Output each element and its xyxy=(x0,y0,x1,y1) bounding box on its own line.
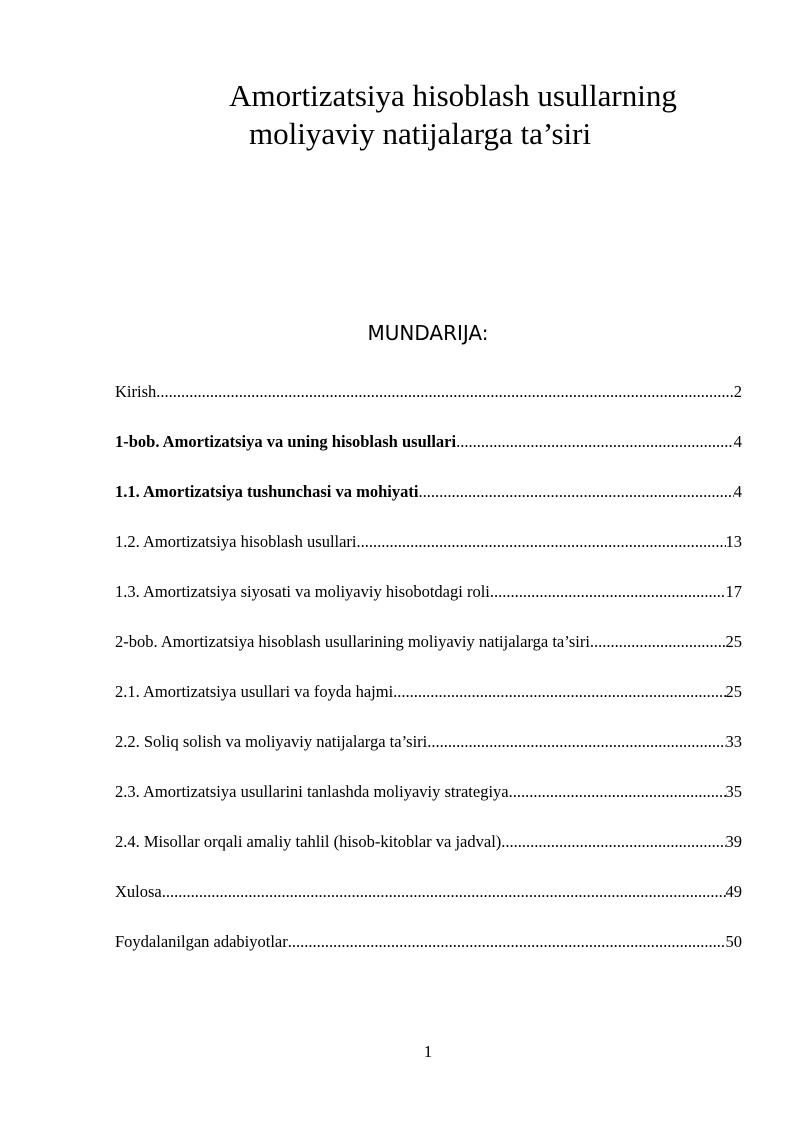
toc-dot-leader xyxy=(162,880,726,904)
toc-dot-leader xyxy=(156,380,734,404)
toc-entry[interactable] xyxy=(115,930,742,980)
toc-entry-label: 2.4. Misollar orqali amaliy tahlil (hisob-kitoblar va jadval) xyxy=(115,832,502,851)
toc-entry[interactable] xyxy=(115,680,742,730)
toc-entry[interactable] xyxy=(115,830,742,880)
document-title-line-1: Amortizatsiya hisoblash usullarning xyxy=(229,78,677,113)
toc-entry[interactable] xyxy=(115,480,742,530)
toc-dot-leader xyxy=(288,930,726,954)
table-of-contents xyxy=(115,380,742,980)
toc-entry[interactable] xyxy=(115,630,742,680)
toc-entry-label: Kirish xyxy=(115,382,157,401)
toc-entry[interactable] xyxy=(115,430,742,480)
toc-heading: MUNDARIJA: xyxy=(367,321,489,345)
toc-dot-leader xyxy=(393,680,725,704)
toc-dot-leader xyxy=(509,780,726,804)
toc-entry[interactable] xyxy=(115,880,742,930)
toc-dot-leader xyxy=(418,480,733,504)
toc-dot-leader xyxy=(501,830,725,854)
toc-entry-label: Xulosa xyxy=(115,882,162,901)
toc-entry[interactable] xyxy=(115,780,742,830)
toc-entry-label: 1.1. Amortizatsiya tushunchasi va mohiyati xyxy=(115,482,419,501)
toc-entry-label: 1.3. Amortizatsiya siyosati va moliyaviy hisobotdagi roli xyxy=(115,582,490,601)
toc-entry[interactable] xyxy=(115,580,742,630)
toc-entry-page: 4 xyxy=(733,432,742,451)
toc-entry-label: 2-bob. Amortizatsiya hisoblash usullarining moliyaviy natijalarga ta’siri xyxy=(115,632,590,651)
toc-entry-label: 2.2. Soliq solish va moliyaviy natijalarga ta’siri xyxy=(115,732,428,751)
toc-entry-page: 17 xyxy=(725,582,742,601)
toc-entry-page: 39 xyxy=(725,832,742,851)
toc-entry-page: 13 xyxy=(725,532,742,551)
toc-entry-label: 2.1. Amortizatsiya usullari va foyda hajmi xyxy=(115,682,394,701)
toc-dot-leader xyxy=(590,630,726,654)
toc-entry-label: 1.2. Amortizatsiya hisoblash usullari xyxy=(115,532,357,551)
toc-entry-page: 25 xyxy=(725,632,742,651)
toc-entry[interactable] xyxy=(115,730,742,780)
document-title-line-2: moliyaviy natijalarga ta’siri xyxy=(249,116,592,151)
toc-dot-leader xyxy=(490,580,726,604)
page-number: 1 xyxy=(423,1042,433,1061)
toc-entry-page: 49 xyxy=(725,882,742,901)
toc-dot-leader xyxy=(357,530,726,554)
toc-entry[interactable] xyxy=(115,530,742,580)
toc-entry-label: Foydalanilgan adabiyotlar xyxy=(115,932,288,951)
toc-entry-page: 2 xyxy=(733,382,742,401)
toc-dot-leader xyxy=(427,730,725,754)
toc-entry[interactable] xyxy=(115,380,742,430)
toc-entry-page: 35 xyxy=(725,782,742,801)
toc-entry-page: 25 xyxy=(725,682,742,701)
toc-entry-page: 4 xyxy=(733,482,742,501)
toc-entry-label: 2.3. Amortizatsiya usullarini tanlashda moliyaviy strategiya xyxy=(115,782,509,801)
toc-entry-page: 50 xyxy=(725,932,742,951)
toc-dot-leader xyxy=(456,430,734,454)
toc-entry-label: 1-bob. Amortizatsiya va uning hisoblash usullari xyxy=(115,432,457,451)
toc-entry-page: 33 xyxy=(725,732,742,751)
